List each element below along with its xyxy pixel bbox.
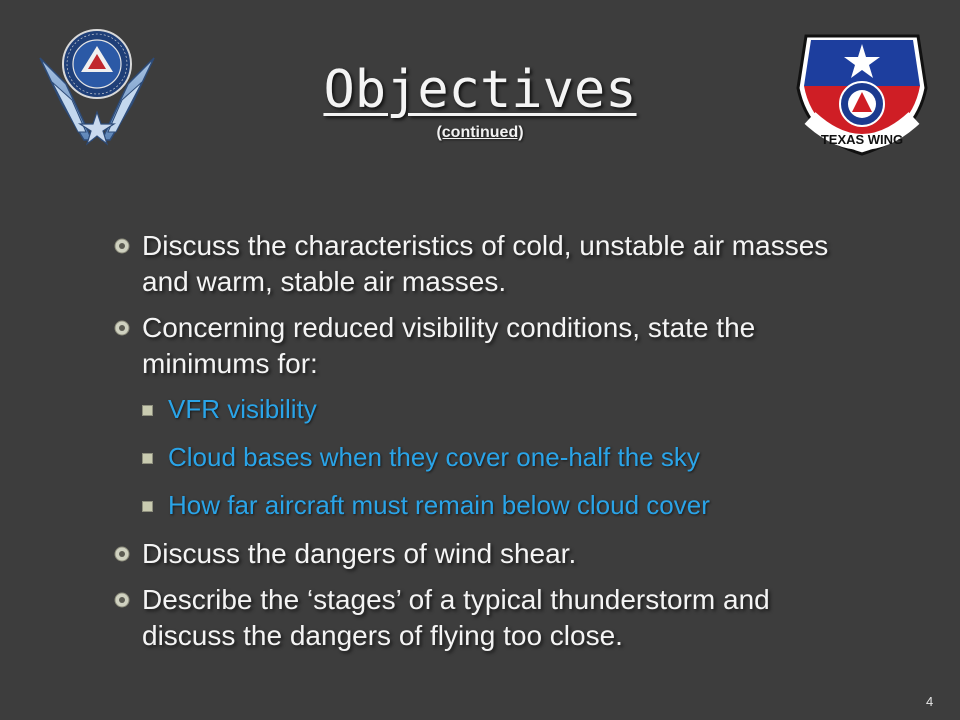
- texas-wing-logo-text: TEXAS WING: [820, 132, 904, 147]
- sub-list-item: [112, 392, 852, 426]
- slide-title: Objectives: [323, 60, 637, 120]
- list-item: [112, 310, 852, 382]
- list-item-text: Describe the ‘stages’ of a typical thunderstorm and discuss the dangers of flying too close.: [142, 584, 770, 651]
- slide-subtitle: (continued): [436, 124, 524, 141]
- sub-list-item: [112, 488, 852, 522]
- list-item-text: Concerning reduced visibility conditions, state the minimums for:: [142, 312, 756, 379]
- list-item: [112, 536, 852, 572]
- objectives-list: [112, 228, 852, 664]
- list-item: [112, 582, 852, 654]
- circle-bullet-icon: [114, 238, 130, 254]
- sub-list-item: [112, 440, 852, 474]
- list-item-text: Discuss the dangers of wind shear.: [142, 538, 577, 569]
- sub-list-item-text: Cloud bases when they cover one-half the sky: [168, 442, 700, 472]
- page-number: 4: [926, 694, 934, 709]
- list-item: [112, 228, 852, 300]
- square-bullet-icon: [142, 501, 153, 512]
- circle-bullet-icon: [114, 546, 130, 562]
- list-item-text: Discuss the characteristics of cold, unstable air masses and warm, stable air masses.: [142, 230, 829, 297]
- sub-list-item-text: VFR visibility: [168, 394, 317, 424]
- square-bullet-icon: [142, 453, 153, 464]
- circle-bullet-icon: [114, 592, 130, 608]
- square-bullet-icon: [142, 405, 153, 416]
- sub-list-item-text: How far aircraft must remain below cloud cover: [168, 490, 710, 520]
- circle-bullet-icon: [114, 320, 130, 336]
